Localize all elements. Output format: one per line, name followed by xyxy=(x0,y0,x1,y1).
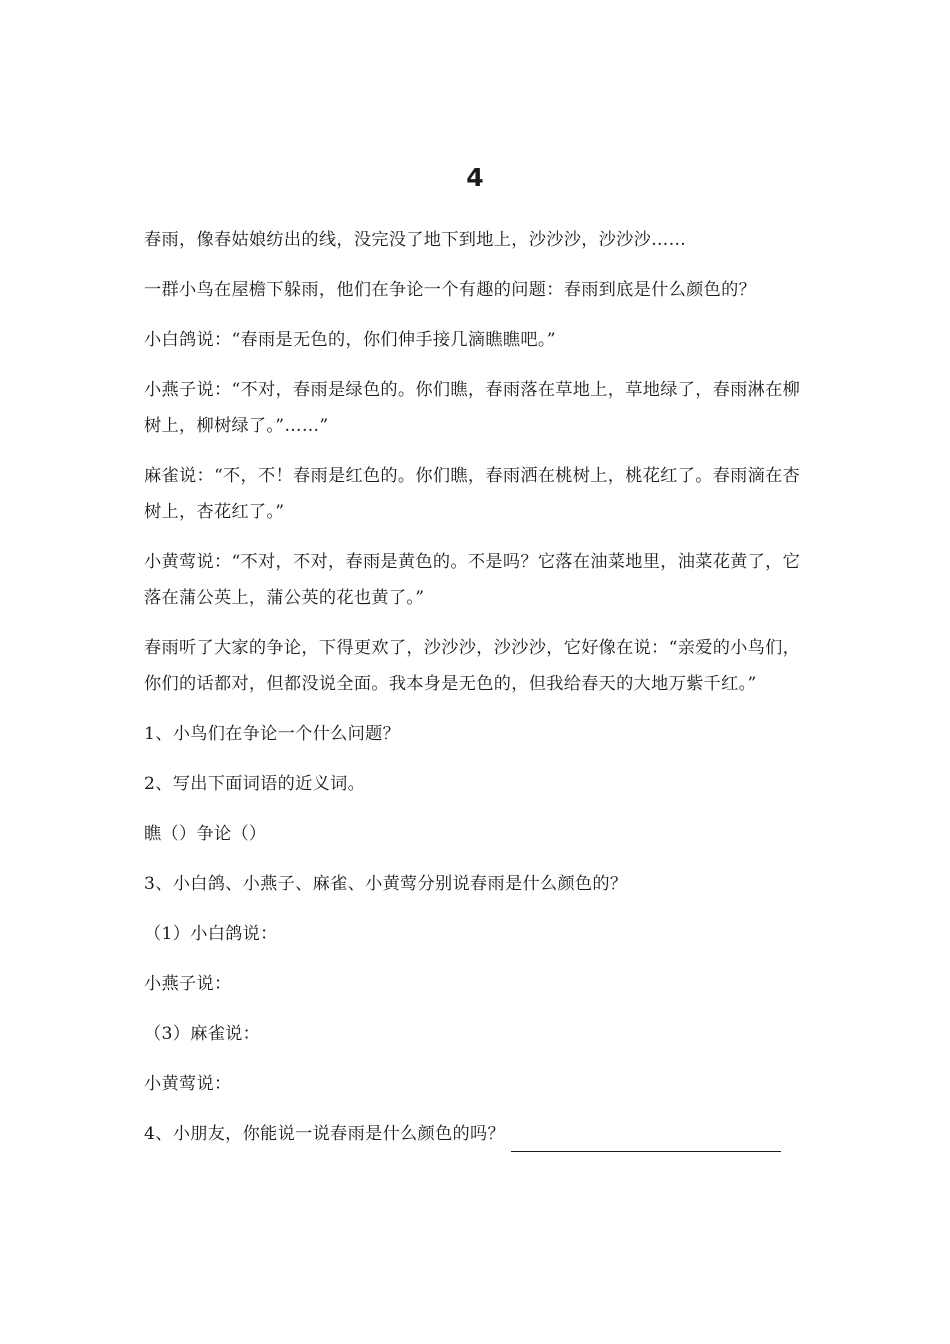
question-2: 2、写出下面词语的近义词。 xyxy=(144,774,366,794)
question-3-item-3: （3）麻雀说： xyxy=(144,1024,261,1044)
story-paragraph-2: 一群小鸟在屋檐下躲雨，他们在争论一个有趣的问题：春雨到底是什么颜色的？ xyxy=(144,280,757,300)
document-body xyxy=(144,222,808,1166)
page-title: 4 xyxy=(466,163,484,192)
story-paragraph-7: 春雨听了大家的争论，下得更欢了，沙沙沙，沙沙沙，它好像在说：“亲爱的小鸟们，你们的话都对，但都没说全面。我本身是无色的，但我给春天的大地万紫千红。” xyxy=(144,638,801,694)
story-paragraph-1: 春雨，像春姑娘纺出的线，没完没了地下到地上，沙沙沙，沙沙沙…… xyxy=(144,230,687,250)
question-3: 3、小白鸽、小燕子、麻雀、小黄莺分别说春雨是什么颜色的？ xyxy=(144,874,628,894)
question-3-item-1: （1）小白鸽说： xyxy=(144,924,278,944)
story-paragraph-6: 小黄莺说：“不对，不对，春雨是黄色的。不是吗？它落在油菜地里，油菜花黄了，它落在蒲公英上，蒲公英的花也黄了。” xyxy=(144,552,801,608)
question-1: 1、小鸟们在争论一个什么问题？ xyxy=(144,724,401,744)
answer-blank-line[interactable] xyxy=(511,1129,781,1152)
question-2-blanks: 瞧（）争论（） xyxy=(144,824,267,844)
story-paragraph-3: 小白鸽说：“春雨是无色的，你们伸手接几滴瞧瞧吧。” xyxy=(144,330,556,350)
question-3-item-4: 小黄莺说： xyxy=(144,1074,232,1094)
story-paragraph-4: 小燕子说：“不对，春雨是绿色的。你们瞧，春雨落在草地上，草地绿了，春雨淋在柳树上，柳树绿了。”……” xyxy=(144,380,801,436)
question-4: 4、小朋友，你能说一说春雨是什么颜色的吗？ xyxy=(144,1124,505,1144)
story-paragraph-5: 麻雀说：“不，不！春雨是红色的。你们瞧，春雨洒在桃树上，桃花红了。春雨滴在杏树上，杏花红了。” xyxy=(144,466,801,522)
question-3-item-2: 小燕子说： xyxy=(144,974,232,994)
question-4-row xyxy=(144,1116,808,1152)
